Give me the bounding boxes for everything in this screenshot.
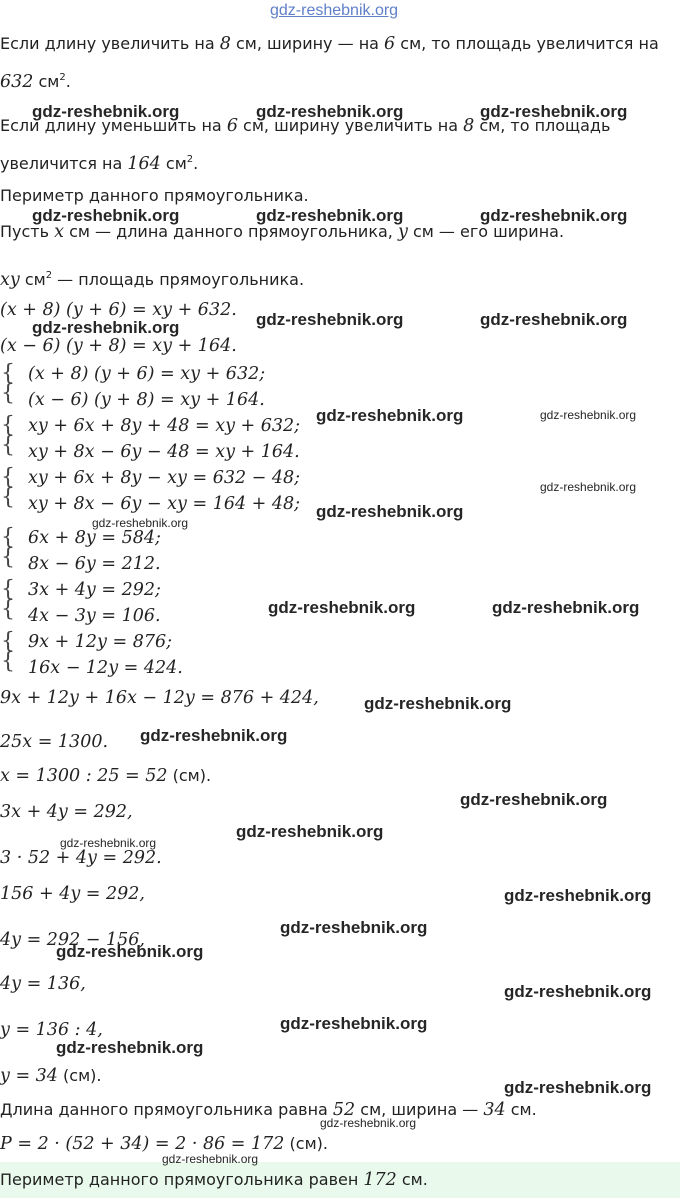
watermark: gdz-reshebnik.org <box>364 694 512 713</box>
system-equation: 16x − 12y = 424. <box>28 658 183 678</box>
watermark: gdz-reshebnik.org <box>320 1116 417 1130</box>
watermark: gdz-reshebnik.org <box>280 1014 428 1033</box>
watermark: gdz-reshebnik.org <box>280 918 428 937</box>
watermark: gdz-reshebnik.org <box>480 206 628 225</box>
condition-line-3: Если длину уменьшить на 6 см, ширину увеличить на 8 см, то площадь <box>0 116 611 136</box>
answer-text: Периметр данного прямоугольника равен 172 см. <box>0 1170 428 1190</box>
watermark: gdz-reshebnik.org <box>316 502 464 521</box>
system-equation: xy + 8x − 6y − 48 = xy + 164. <box>28 442 300 462</box>
watermark: gdz-reshebnik.org <box>256 206 404 225</box>
step-line: y = 136 : 4, <box>0 1020 103 1040</box>
watermark: gdz-reshebnik.org <box>92 516 189 530</box>
system-brace: { { <box>1 525 15 570</box>
watermark: gdz-reshebnik.org <box>60 836 157 850</box>
watermark: gdz-reshebnik.org <box>32 318 180 337</box>
watermark: gdz-reshebnik.org <box>256 102 404 121</box>
system-equation: xy + 6x + 8y + 48 = xy + 632; <box>28 416 301 436</box>
system-equation: (x + 8) (y + 6) = xy + 632; <box>28 364 266 384</box>
watermark: gdz-reshebnik.org <box>316 406 464 425</box>
let-line: Пусть x см — длина данного прямоугольника, y см — его ширина. <box>0 222 565 242</box>
equation-2: (x − 6) (y + 8) = xy + 164. <box>0 336 237 356</box>
watermark: gdz-reshebnik.org <box>268 598 416 617</box>
condition-line-1: Если длину увеличить на 8 см, ширину — на 6 см, то площадь увеличится на <box>0 34 659 54</box>
step-line: 3x + 4y = 292, <box>0 802 133 822</box>
watermark: gdz-reshebnik.org <box>504 1078 652 1097</box>
system-brace: { { <box>1 413 15 458</box>
watermark: gdz-reshebnik.org <box>480 310 628 329</box>
answer-box <box>0 1162 680 1198</box>
system-brace: { { <box>1 465 15 510</box>
system-brace: { { <box>1 629 15 674</box>
watermark: gdz-reshebnik.org <box>56 1038 204 1057</box>
condition-line-4: увеличится на 164 $см^2$. <box>0 154 199 174</box>
system-equation: 9x + 12y = 876; <box>28 632 173 652</box>
system-equation: 4x − 3y = 106. <box>28 606 161 626</box>
watermark: gdz-reshebnik.org <box>540 480 637 494</box>
system-equation: xy + 8x − 6y − xy = 164 + 48; <box>28 494 301 514</box>
watermark: gdz-reshebnik.org <box>32 206 180 225</box>
perimeter-line: P = 2 · (52 + 34) = 2 · 86 = 172 (см). <box>0 1134 328 1154</box>
watermark: gdz-reshebnik.org <box>540 408 637 422</box>
step-line: x = 1300 : 25 = 52 (см). <box>0 766 212 786</box>
watermark: gdz-reshebnik.org <box>480 102 628 121</box>
watermark: gdz-reshebnik.org <box>236 822 384 841</box>
watermark: gdz-reshebnik.org <box>504 886 652 905</box>
step-line: 4y = 136, <box>0 974 86 994</box>
step-line: 3 · 52 + 4y = 292. <box>0 848 162 868</box>
equation-1: (x + 8) (y + 6) = xy + 632. <box>0 300 237 320</box>
system-equation: xy + 6x + 8y − xy = 632 − 48; <box>28 468 301 488</box>
watermark: gdz-reshebnik.org <box>162 1152 259 1166</box>
system-equation: 3x + 4y = 292; <box>28 580 161 600</box>
step-line: 156 + 4y = 292, <box>0 884 145 904</box>
watermark: gdz-reshebnik.org <box>32 102 180 121</box>
watermark: gdz-reshebnik.org <box>140 726 288 745</box>
system-equation: (x − 6) (y + 8) = xy + 164. <box>28 390 265 410</box>
area-line: xy $см^2$ — площадь прямоугольника. <box>0 270 305 290</box>
step-line: y = 34 (см). <box>0 1066 102 1086</box>
system-equation: 6x + 8y = 584; <box>28 528 161 548</box>
watermark: gdz-reshebnik.org <box>460 790 608 809</box>
system-brace: { { <box>1 361 15 406</box>
watermark: gdz-reshebnik.org <box>56 942 204 961</box>
system-brace: { { <box>1 577 15 622</box>
step-line: 25x = 1300. <box>0 732 109 752</box>
watermark: gdz-reshebnik.org <box>504 982 652 1001</box>
find-text: Периметр данного прямоугольника. <box>0 186 309 205</box>
watermark: gdz-reshebnik.org <box>256 310 404 329</box>
step-line: 9x + 12y + 16x − 12y = 876 + 424, <box>0 688 319 708</box>
step-line: 4y = 292 − 156, <box>0 930 145 950</box>
condition-line-2: 632 $см^2$. <box>0 72 71 92</box>
system-equation: 8x − 6y = 212. <box>28 554 161 574</box>
top-watermark-link[interactable]: gdz-reshebnik.org <box>270 2 399 19</box>
watermark: gdz-reshebnik.org <box>492 598 640 617</box>
dimensions-line: Длина данного прямоугольника равна 52 см, ширина — 34 см. <box>0 1100 537 1120</box>
